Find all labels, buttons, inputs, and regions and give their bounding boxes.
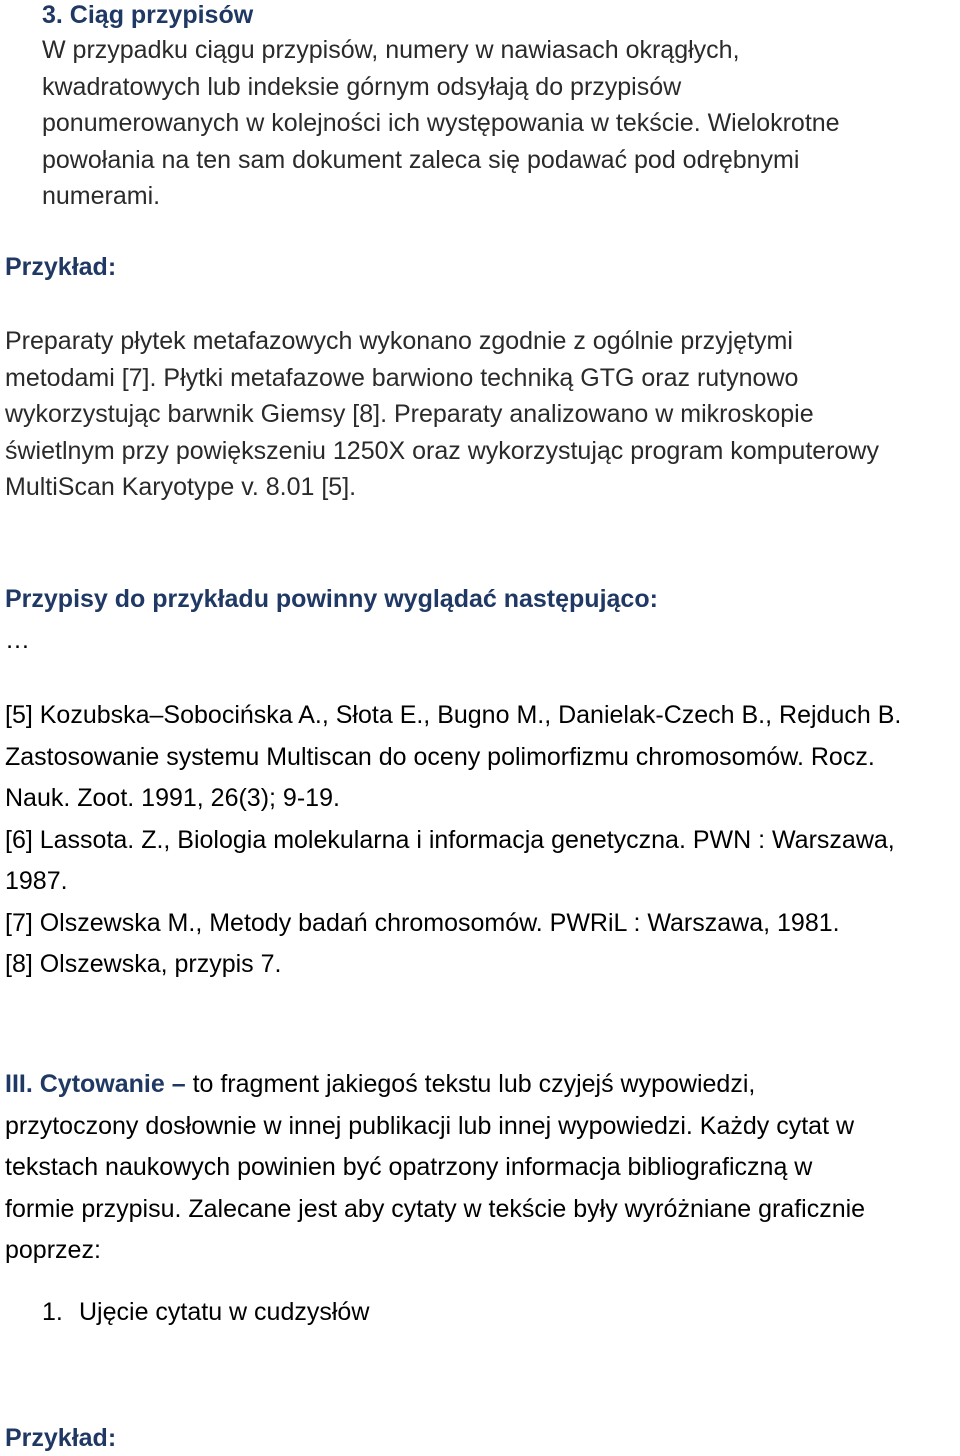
footnote-line: [8] Olszewska, przypis 7.	[5, 950, 282, 978]
list-item-number: 1.	[42, 1298, 63, 1326]
citation-section	[5, 1064, 865, 1272]
paragraph-line: metodami [7]. Płytki metafazowe barwiono techniką GTG oraz rutynowo	[5, 363, 799, 392]
section-number: III.	[5, 1070, 33, 1098]
list-item-text: Ujęcie cytatu w cudzysłów	[79, 1298, 370, 1326]
paragraph-line: W przypadku ciągu przypisów, numery w nawiasach okrągłych,	[42, 36, 740, 64]
paragraph-line: Preparaty płytek metafazowych wykonano zgodnie z ogólnie przyjętymi	[5, 327, 793, 355]
paragraph-line: numerami.	[42, 182, 161, 210]
example-paragraph	[5, 323, 879, 506]
paragraph-line: przytoczony dosłownie w innej publikacji lub innej wypowiedzi. Każdy cytat w	[5, 1111, 855, 1140]
example-label: Przykład:	[5, 1424, 117, 1452]
paragraph-line: MultiScan Karyotype v. 8.01 [5].	[5, 473, 357, 501]
citation-first-line	[5, 1064, 865, 1106]
paragraph-line: świetlnym przy powiększeniu 1250X oraz wykorzystując program komputerowy	[5, 436, 879, 465]
footnote-line: [7] Olszewska M., Metody badań chromosomów. PWRiL : Warszawa, 1981.	[5, 908, 840, 937]
paragraph-line: kwadratowych lub indeksie górnym odsyłają do przypisów	[42, 72, 682, 101]
definition-text: to fragment jakiegoś tekstu lub czyjejś wypowiedzi,	[185, 1070, 756, 1098]
footnote-line: 1987.	[5, 867, 68, 895]
footnote-line: Nauk. Zoot. 1991, 26(3); 9-19.	[5, 784, 340, 812]
paragraph-line: poprzez:	[5, 1236, 101, 1264]
example-label: Przykład:	[5, 253, 117, 281]
footnote-line: [5] Kozubska–Sobocińska A., Słota E., Bugno M., Danielak-Czech B., Rejduch B.	[5, 701, 902, 729]
defined-term: Cytowanie –	[39, 1070, 186, 1098]
paragraph-line: formie przypisu. Zalecane jest aby cytaty w tekście były wyróżniane graficznie	[5, 1194, 866, 1223]
list-item	[42, 1292, 369, 1332]
paragraph-line: ponumerowanych w kolejności ich występowania w tekście. Wielokrotne	[42, 109, 840, 137]
section-heading: 3. Ciąg przypisów	[42, 1, 254, 29]
paragraph-line: wykorzystując barwnik Giemsy [8]. Preparaty analizowano w mikroskopie	[5, 400, 814, 428]
footnotes-heading: Przypisy do przykładu powinny wyglądać następująco:	[5, 585, 658, 613]
footnote-line: Zastosowanie systemu Multiscan do oceny polimorfizmu chromosomów. Rocz.	[5, 742, 875, 771]
footnote-list	[5, 695, 901, 986]
paragraph-line: tekstach naukowych powinien być opatrzony informacja bibliograficzną w	[5, 1153, 813, 1181]
paragraph-line: powołania na ten sam dokument zaleca się podawać pod odrębnymi	[42, 145, 800, 174]
section-paragraph	[42, 32, 840, 215]
ellipsis: …	[5, 626, 30, 654]
footnote-line: [6] Lassota. Z., Biologia molekularna i informacja genetyczna. PWN : Warszawa,	[5, 825, 895, 854]
